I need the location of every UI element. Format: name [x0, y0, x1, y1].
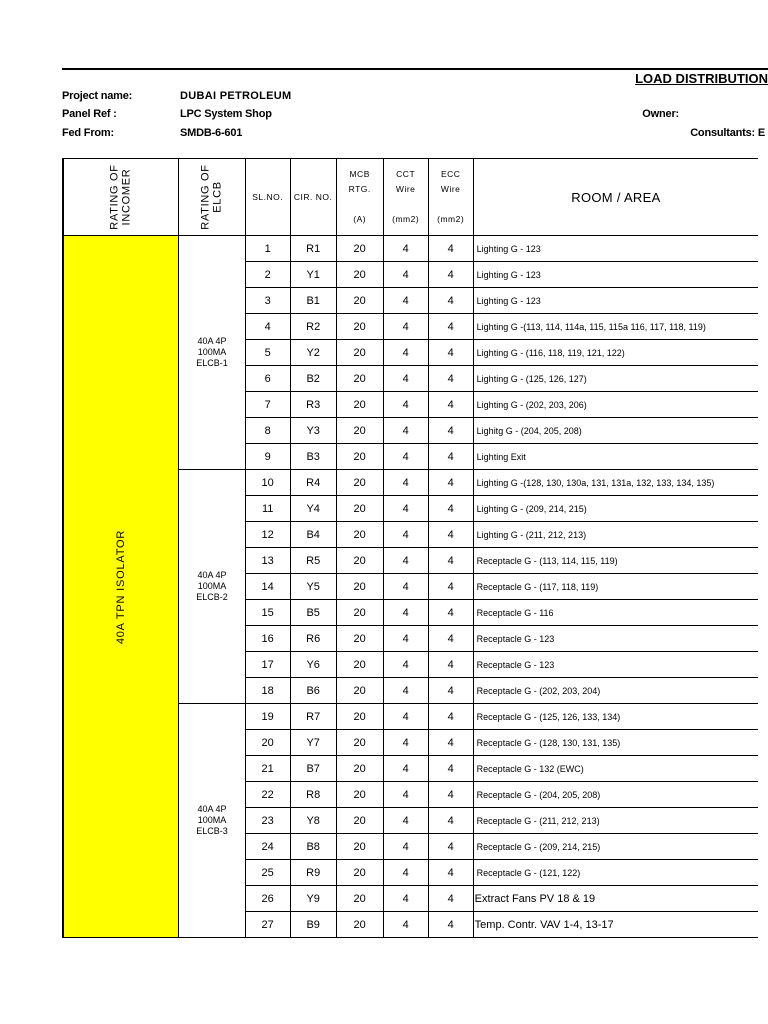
- cct-wire-cell: 4: [383, 808, 428, 834]
- circuit-no-cell: B8: [290, 834, 336, 860]
- sl-no-cell: 1: [245, 236, 290, 262]
- mcb-rating-cell: 20: [336, 600, 383, 626]
- sl-no-cell: 12: [245, 522, 290, 548]
- project-label: Project name:: [62, 90, 133, 102]
- mcb-rating-cell: 20: [336, 652, 383, 678]
- room-area-cell: Lighting G -(113, 114, 114a, 115, 115a 116, 117, 118, 119): [473, 314, 758, 340]
- sl-no-cell: 15: [245, 600, 290, 626]
- cct-wire-cell: 4: [383, 652, 428, 678]
- cct-wire-cell: 4: [383, 314, 428, 340]
- sl-no-cell: 16: [245, 626, 290, 652]
- elcb-rating-line: 40A 4P: [197, 336, 227, 346]
- cct-wire-cell: 4: [383, 522, 428, 548]
- cct-wire-cell: 4: [383, 470, 428, 496]
- room-area-cell: Lighitg G - (204, 205, 208): [473, 418, 758, 444]
- room-area-cell: Lighting G - 123: [473, 262, 758, 288]
- ecc-wire-cell: 4: [428, 808, 473, 834]
- top-border-line: [62, 68, 768, 70]
- sl-no-cell: 14: [245, 574, 290, 600]
- room-area-cell: Lighting G - 123: [473, 288, 758, 314]
- circuit-no-cell: Y2: [290, 340, 336, 366]
- ecc-wire-cell: 4: [428, 886, 473, 912]
- ecc-wire-cell: 4: [428, 704, 473, 730]
- elcb-header-text: RATING OF ELCB: [199, 164, 224, 230]
- mcb-rating-cell: 20: [336, 730, 383, 756]
- circuit-no-cell: B9: [290, 912, 336, 938]
- sl-no-cell: 26: [245, 886, 290, 912]
- mcb-rating-cell: 20: [336, 860, 383, 886]
- sl-no-cell: 20: [245, 730, 290, 756]
- consultants-label: Consultants: E: [690, 127, 765, 139]
- sl-no-cell: 2: [245, 262, 290, 288]
- room-area-cell: Lighting G - (125, 126, 127): [473, 366, 758, 392]
- sl-no-cell: 5: [245, 340, 290, 366]
- mcb-rating-cell: 20: [336, 236, 383, 262]
- ecc-wire-cell: 4: [428, 626, 473, 652]
- sl-no-cell: 7: [245, 392, 290, 418]
- sl-no-cell: 18: [245, 678, 290, 704]
- sl-no-cell: 22: [245, 782, 290, 808]
- elcb-header: [179, 159, 245, 236]
- elcb-rating-line: 100MA: [197, 815, 227, 825]
- room-area-cell: Lighting G - (202, 203, 206): [473, 392, 758, 418]
- mcb-header: MCB RTG. (A): [336, 159, 383, 236]
- circuit-no-cell: R5: [290, 548, 336, 574]
- elcb-rating-line: ELCB-2: [196, 592, 228, 602]
- room-area-cell: Receptacle G - (202, 203, 204): [473, 678, 758, 704]
- sl-no-cell: 25: [245, 860, 290, 886]
- circuit-no-cell: Y4: [290, 496, 336, 522]
- room-area-cell: Lighting G - (211, 212, 213): [473, 522, 758, 548]
- mcb-rating-cell: 20: [336, 522, 383, 548]
- ecc-wire-cell: 4: [428, 496, 473, 522]
- room-area-cell: Lighting G - (209, 214, 215): [473, 496, 758, 522]
- room-area-cell: Lighting G - 123: [473, 236, 758, 262]
- mcb-rating-cell: 20: [336, 548, 383, 574]
- project-value: DUBAI PETROLEUM: [180, 90, 292, 102]
- elcb-rating-line: ELCB-3: [196, 826, 228, 836]
- room-area-cell: Receptacle G - (117, 118, 119): [473, 574, 758, 600]
- room-area-cell: Lighting G - (116, 118, 119, 121, 122): [473, 340, 758, 366]
- cct-wire-cell: 4: [383, 730, 428, 756]
- ecc-wire-cell: 4: [428, 678, 473, 704]
- room-area-cell: Receptacle G - (211, 212, 213): [473, 808, 758, 834]
- ecc-wire-cell: 4: [428, 470, 473, 496]
- elcb-rating-line: 100MA: [197, 347, 227, 357]
- room-area-cell: Lighting Exit: [473, 444, 758, 470]
- circuit-no-cell: R1: [290, 236, 336, 262]
- sl-no-header: SL.NO.: [245, 159, 290, 236]
- cct-wire-cell: 4: [383, 340, 428, 366]
- cct-wire-cell: 4: [383, 496, 428, 522]
- room-area-cell: Receptacle G - (125, 126, 133, 134): [473, 704, 758, 730]
- sl-no-cell: 6: [245, 366, 290, 392]
- circuit-no-cell: R2: [290, 314, 336, 340]
- cct-wire-cell: 4: [383, 782, 428, 808]
- room-area-cell: Receptacle G - 123: [473, 626, 758, 652]
- sl-no-cell: 23: [245, 808, 290, 834]
- ecc-wire-cell: 4: [428, 912, 473, 938]
- load-table: [62, 158, 758, 938]
- mcb-rating-cell: 20: [336, 574, 383, 600]
- mcb-rating-cell: 20: [336, 912, 383, 938]
- header-row: [63, 159, 758, 236]
- panel-row: [62, 108, 768, 124]
- mcb-rating-cell: 20: [336, 782, 383, 808]
- sl-no-cell: 24: [245, 834, 290, 860]
- ecc-wire-cell: 4: [428, 782, 473, 808]
- circuit-no-cell: B3: [290, 444, 336, 470]
- ecc-header: ECC Wire (mm2): [428, 159, 473, 236]
- cct-wire-cell: 4: [383, 886, 428, 912]
- owner-label: Owner:: [642, 108, 679, 120]
- fed-label: Fed From:: [62, 127, 114, 139]
- mcb-rating-cell: 20: [336, 444, 383, 470]
- room-area-cell: Temp. Contr. VAV 1-4, 13-17: [473, 912, 758, 938]
- mcb-rating-cell: 20: [336, 288, 383, 314]
- elcb-rating-line: 40A 4P: [197, 804, 227, 814]
- mcb-rating-cell: 20: [336, 834, 383, 860]
- ecc-wire-cell: 4: [428, 860, 473, 886]
- ecc-wire-cell: 4: [428, 340, 473, 366]
- mcb-rating-cell: 20: [336, 314, 383, 340]
- fed-row: [62, 127, 768, 143]
- circuit-no-cell: B4: [290, 522, 336, 548]
- cct-wire-cell: 4: [383, 366, 428, 392]
- document-title: LOAD DISTRIBUTION: [635, 71, 768, 86]
- mcb-rating-cell: 20: [336, 704, 383, 730]
- panel-label: Panel Ref :: [62, 108, 117, 120]
- ecc-wire-cell: 4: [428, 262, 473, 288]
- room-area-cell: Receptacle G - (121, 122): [473, 860, 758, 886]
- cct-wire-cell: 4: [383, 574, 428, 600]
- cct-wire-cell: 4: [383, 262, 428, 288]
- cir-no-header: CIR. NO.: [290, 159, 336, 236]
- mcb-rating-cell: 20: [336, 340, 383, 366]
- incomer-header: [63, 159, 179, 236]
- cct-wire-cell: 4: [383, 418, 428, 444]
- sl-no-cell: 11: [245, 496, 290, 522]
- cct-wire-cell: 4: [383, 600, 428, 626]
- elcb-rating-line: 100MA: [197, 581, 227, 591]
- circuit-no-cell: Y8: [290, 808, 336, 834]
- cct-wire-cell: 4: [383, 912, 428, 938]
- cct-wire-cell: 4: [383, 704, 428, 730]
- ecc-wire-cell: 4: [428, 522, 473, 548]
- incomer-cell: [63, 236, 179, 938]
- table-row: [63, 236, 758, 262]
- cct-wire-cell: 4: [383, 834, 428, 860]
- ecc-wire-cell: 4: [428, 366, 473, 392]
- ecc-wire-cell: 4: [428, 652, 473, 678]
- ecc-wire-cell: 4: [428, 236, 473, 262]
- mcb-rating-cell: 20: [336, 392, 383, 418]
- room-area-cell: Receptacle G - (204, 205, 208): [473, 782, 758, 808]
- circuit-no-cell: R9: [290, 860, 336, 886]
- circuit-no-cell: Y5: [290, 574, 336, 600]
- cct-wire-cell: 4: [383, 860, 428, 886]
- mcb-rating-cell: 20: [336, 418, 383, 444]
- ecc-wire-cell: 4: [428, 548, 473, 574]
- mcb-rating-cell: 20: [336, 886, 383, 912]
- room-area-cell: Receptacle G - 116: [473, 600, 758, 626]
- room-area-cell: Extract Fans PV 18 & 19: [473, 886, 758, 912]
- cct-wire-cell: 4: [383, 444, 428, 470]
- mcb-rating-cell: 20: [336, 678, 383, 704]
- mcb-rating-cell: 20: [336, 496, 383, 522]
- elcb-cell: [179, 470, 245, 704]
- panel-value: LPC System Shop: [180, 108, 272, 120]
- room-area-header: ROOM / AREA: [473, 159, 758, 236]
- elcb-cell: [179, 236, 245, 470]
- sl-no-cell: 27: [245, 912, 290, 938]
- cct-wire-cell: 4: [383, 288, 428, 314]
- cct-wire-cell: 4: [383, 392, 428, 418]
- circuit-no-cell: R8: [290, 782, 336, 808]
- sl-no-cell: 3: [245, 288, 290, 314]
- elcb-rating-line: ELCB-1: [196, 358, 228, 368]
- load-distribution-sheet: [62, 68, 768, 938]
- sl-no-cell: 8: [245, 418, 290, 444]
- sl-no-cell: 17: [245, 652, 290, 678]
- mcb-rating-cell: 20: [336, 470, 383, 496]
- mcb-rating-cell: 20: [336, 366, 383, 392]
- cct-wire-cell: 4: [383, 678, 428, 704]
- ecc-wire-cell: 4: [428, 600, 473, 626]
- sl-no-cell: 19: [245, 704, 290, 730]
- mcb-rating-cell: 20: [336, 756, 383, 782]
- circuit-no-cell: R4: [290, 470, 336, 496]
- mcb-rating-cell: 20: [336, 626, 383, 652]
- ecc-wire-cell: 4: [428, 756, 473, 782]
- ecc-wire-cell: 4: [428, 834, 473, 860]
- room-area-cell: Lighting G -(128, 130, 130a, 131, 131a, 132, 133, 134, 135): [473, 470, 758, 496]
- cct-wire-cell: 4: [383, 548, 428, 574]
- circuit-no-cell: R7: [290, 704, 336, 730]
- ecc-wire-cell: 4: [428, 392, 473, 418]
- sl-no-cell: 13: [245, 548, 290, 574]
- sl-no-cell: 21: [245, 756, 290, 782]
- circuit-no-cell: Y1: [290, 262, 336, 288]
- ecc-wire-cell: 4: [428, 574, 473, 600]
- mcb-rating-cell: 20: [336, 808, 383, 834]
- room-area-cell: Receptacle G - (128, 130, 131, 135): [473, 730, 758, 756]
- cct-wire-cell: 4: [383, 626, 428, 652]
- circuit-no-cell: B2: [290, 366, 336, 392]
- ecc-wire-cell: 4: [428, 730, 473, 756]
- elcb-rating-line: 40A 4P: [197, 570, 227, 580]
- cct-header: CCT Wire (mm2): [383, 159, 428, 236]
- cct-wire-cell: 4: [383, 756, 428, 782]
- circuit-no-cell: R3: [290, 392, 336, 418]
- circuit-no-cell: Y7: [290, 730, 336, 756]
- circuit-no-cell: B6: [290, 678, 336, 704]
- ecc-wire-cell: 4: [428, 314, 473, 340]
- room-area-cell: Receptacle G - (209, 214, 215): [473, 834, 758, 860]
- sl-no-cell: 4: [245, 314, 290, 340]
- ecc-wire-cell: 4: [428, 288, 473, 314]
- room-area-cell: Receptacle G - 132 (EWC): [473, 756, 758, 782]
- circuit-no-cell: R6: [290, 626, 336, 652]
- circuit-no-cell: Y9: [290, 886, 336, 912]
- cct-wire-cell: 4: [383, 236, 428, 262]
- mcb-rating-cell: 20: [336, 262, 383, 288]
- sl-no-cell: 10: [245, 470, 290, 496]
- incomer-header-text: RATING OF INCOMER: [109, 164, 134, 230]
- sl-no-cell: 9: [245, 444, 290, 470]
- room-area-cell: Receptacle G - 123: [473, 652, 758, 678]
- circuit-no-cell: B7: [290, 756, 336, 782]
- project-row: [62, 90, 768, 106]
- circuit-no-cell: Y3: [290, 418, 336, 444]
- circuit-no-cell: B5: [290, 600, 336, 626]
- fed-value: SMDB-6-601: [180, 127, 243, 139]
- ecc-wire-cell: 4: [428, 444, 473, 470]
- circuit-no-cell: B1: [290, 288, 336, 314]
- incomer-text: 40A TPN ISOLATOR: [115, 529, 128, 644]
- circuit-no-cell: Y6: [290, 652, 336, 678]
- ecc-wire-cell: 4: [428, 418, 473, 444]
- elcb-cell: [179, 704, 245, 938]
- room-area-cell: Receptacle G - (113, 114, 115, 119): [473, 548, 758, 574]
